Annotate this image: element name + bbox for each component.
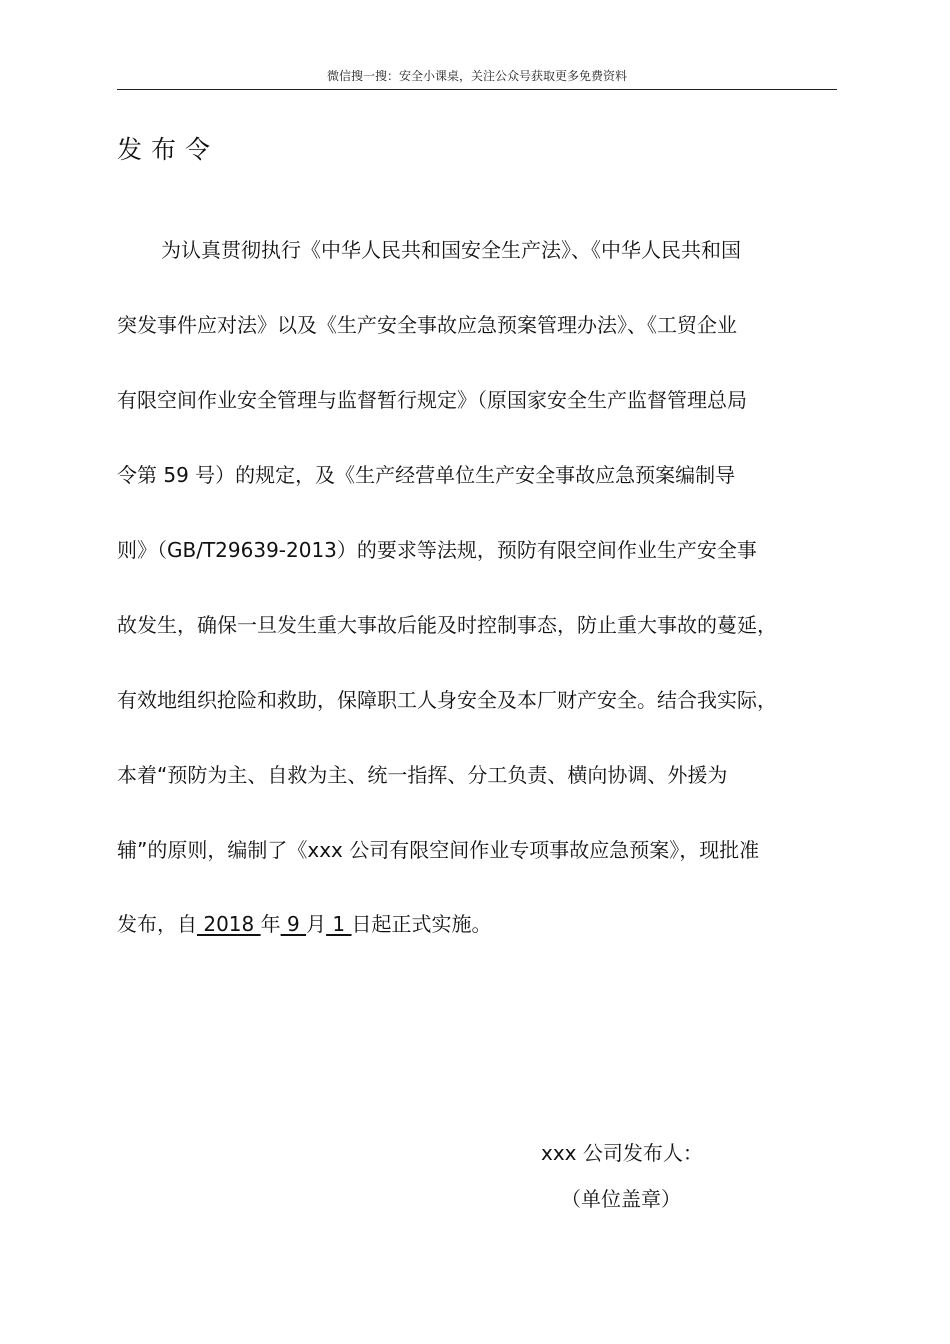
body-line-5: 则》（GB/T29639-2013）的要求等法规，预防有限空间作业生产安全事: [117, 538, 757, 562]
effective-date-suffix: 日起正式实施。: [351, 912, 492, 936]
body-line-2: 突发事件应对法》以及《生产安全事故应急预案管理办法》、《工贸企业: [117, 313, 737, 337]
header-divider: [117, 89, 837, 90]
seal-label: （单位盖章）: [561, 1187, 681, 1211]
body-line-6: 故发生，确保一旦发生重大事故后能及时控制事态，防止重大事故的蔓延，: [117, 613, 777, 637]
body-line-9: 辅”的原则，编制了《xxx 公司有限空间作业专项事故应急预案》，现批准: [117, 838, 760, 862]
effective-month: 9: [280, 912, 307, 936]
body-line-8: 本着“预防为主、自救为主、统一指挥、分工负责、横向协调、外援为: [117, 763, 728, 787]
page-header-text: 微信搜一搜：安全小课桌，关注公众号获取更多免费资料: [326, 69, 627, 83]
body-line-1: 为认真贯彻执行《中华人民共和国安全生产法》、《中华人民共和国: [161, 238, 741, 262]
body-line-10: [117, 909, 859, 939]
body-line-4: 令第 59 号）的规定，及《生产经营单位生产安全事故应急预案编制导: [117, 463, 736, 487]
issuer-label: xxx 公司发布人：: [541, 1141, 703, 1165]
effective-date-prefix: 发布，自: [117, 912, 197, 936]
document-title: 发布令: [117, 135, 220, 164]
body-line-7: 有效地组织抢险和救助，保障职工人身安全及本厂财产安全。结合我实际，: [117, 688, 777, 712]
effective-year: 2018: [197, 912, 261, 936]
year-unit: 年: [260, 912, 281, 936]
body-line-3: 有限空间作业安全管理与监督暂行规定》（原国家安全生产监督管理总局: [117, 388, 747, 412]
month-unit: 月: [306, 912, 327, 936]
effective-day: 1: [326, 912, 352, 936]
